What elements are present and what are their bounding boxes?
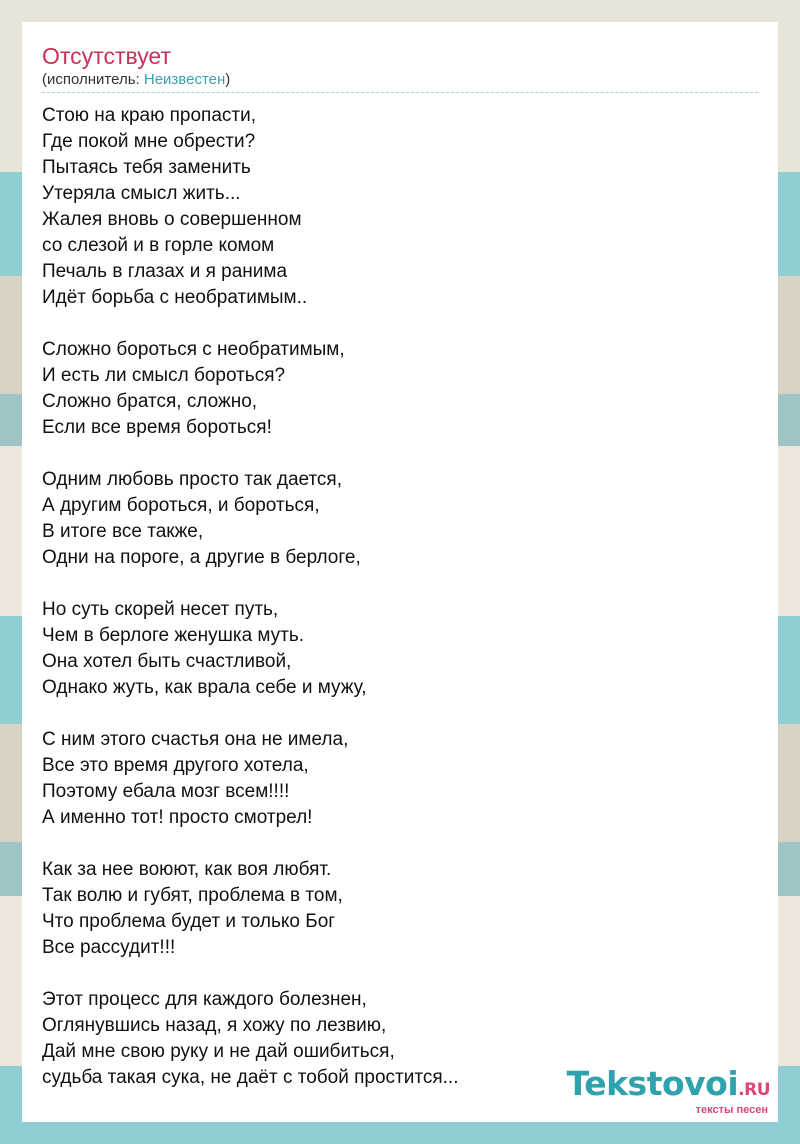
lyric-line: А другим бороться, и бороться, <box>42 495 320 516</box>
lyrics-sheet <box>22 22 778 1122</box>
lyrics-stanza <box>42 727 758 831</box>
logo-wordmark <box>566 1064 770 1107</box>
logo-tagline: тексты песен <box>695 1104 768 1116</box>
lyrics-body <box>42 103 758 1091</box>
lyric-line: С ним этого счастья она не имела, <box>42 729 349 750</box>
lyric-line: Что проблема будет и только Бог <box>42 911 336 932</box>
logo-name: Tekstovoi <box>566 1064 739 1103</box>
lyric-line: Оглянувшись назад, я хожу по лезвию, <box>42 1015 387 1036</box>
lyric-line: Одним любовь просто так дается, <box>42 469 343 490</box>
lyric-line: Печаль в глазах и я ранима <box>42 261 288 282</box>
lyric-line: Стою на краю пропасти, <box>42 105 256 126</box>
lyric-line: Одни на пороге, а другие в берлоге, <box>42 547 361 568</box>
lyric-line: со слезой и в горле комом <box>42 235 275 256</box>
lyric-line: Поэтому ебала мозг всем!!!! <box>42 781 290 802</box>
lyrics-stanza <box>42 467 758 571</box>
lyric-line: Однако жуть, как врала себе и мужу, <box>42 677 367 698</box>
lyric-line: А именно тот! просто смотрел! <box>42 807 313 828</box>
lyric-line: В итоге все также, <box>42 521 204 542</box>
site-logo[interactable] <box>566 1064 770 1116</box>
lyric-line: Сложно братся, сложно, <box>42 391 258 412</box>
lyric-line: Все это время другого хотела, <box>42 755 309 776</box>
lyric-line: Пытаясь тебя заменить <box>42 157 251 178</box>
lyric-line: Жалея вновь о совершенном <box>42 209 302 230</box>
lyric-line: И есть ли смысл бороться? <box>42 365 286 386</box>
lyric-line: Она хотел быть счастливой, <box>42 651 292 672</box>
lyric-line: Где покой мне обрести? <box>42 131 256 152</box>
lyrics-stanza <box>42 103 758 311</box>
lyric-line: Утеряла смысл жить... <box>42 183 241 204</box>
lyrics-stanza <box>42 857 758 961</box>
artist-line <box>42 70 758 93</box>
lyric-line: Чем в берлоге женушка муть. <box>42 625 305 646</box>
lyric-line: Но суть скорей несет путь, <box>42 599 279 620</box>
artist-suffix: ) <box>225 71 231 88</box>
lyric-line: Идёт борьба с необратимым.. <box>42 287 308 308</box>
lyric-line: Если все время бороться! <box>42 417 272 438</box>
lyric-line: Этот процесс для каждого болезнен, <box>42 989 367 1010</box>
lyric-line: судьба такая сука, не даёт с тобой простится... <box>42 1067 459 1088</box>
lyric-line: Все рассудит!!! <box>42 937 176 958</box>
lyric-line: Так волю и губят, проблема в том, <box>42 885 343 906</box>
artist-link[interactable]: Неизвестен <box>143 71 226 88</box>
lyrics-stanza <box>42 597 758 701</box>
lyrics-stanza <box>42 337 758 441</box>
lyric-line: Как за нее воюют, как воя любят. <box>42 859 332 880</box>
lyric-line: Сложно бороться с необратимым, <box>42 339 345 360</box>
artist-prefix: (исполнитель: <box>42 71 144 88</box>
lyric-line: Дай мне свою руку и не дай ошибиться, <box>42 1041 395 1062</box>
logo-tld: .RU <box>738 1080 770 1100</box>
song-title: Отсутствует <box>42 43 171 69</box>
